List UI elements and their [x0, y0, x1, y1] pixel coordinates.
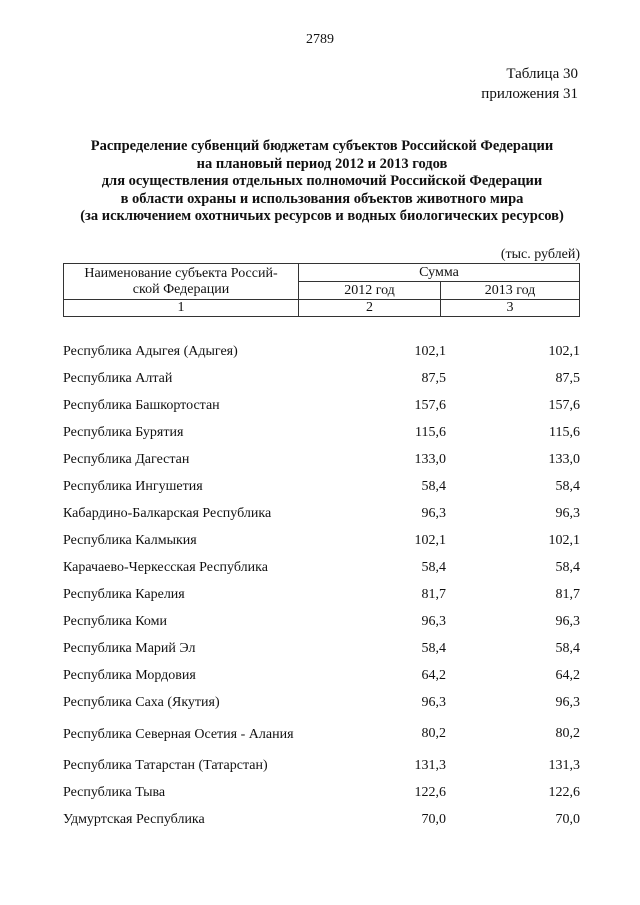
column-number-1: 1: [64, 300, 299, 317]
table-row: [63, 500, 580, 527]
title-line: для осуществления отдельных полномочий Российской Федерации: [101, 173, 543, 190]
table-header: [63, 263, 580, 317]
value-2013: 96,3: [555, 694, 580, 710]
value-2012: 122,6: [414, 784, 446, 800]
value-2013: 115,6: [549, 424, 580, 440]
table-reference: Таблица 30: [506, 66, 578, 82]
header-name-column: [64, 264, 299, 300]
title-line: Распределение субвенций бюджетам субъектов Российской Федерации: [90, 138, 554, 154]
appendix-reference: приложения 31: [481, 86, 578, 102]
table-row: [63, 806, 580, 833]
region-name: Республика Марий Эл: [63, 641, 196, 656]
table-row: [63, 635, 580, 662]
table-row: [63, 689, 580, 716]
table-body: [63, 338, 580, 833]
header-2013: 2013 год: [441, 282, 580, 300]
region-name: Республика Саха (Якутия): [63, 695, 220, 710]
table-row: [63, 365, 580, 392]
value-2012: 102,1: [414, 343, 446, 359]
value-2012: 96,3: [421, 694, 446, 710]
region-name: Республика Северная Осетия - Алания: [63, 726, 294, 742]
region-name: Республика Карелия: [63, 587, 185, 602]
value-2012: 58,4: [421, 559, 446, 575]
value-2012: 64,2: [421, 667, 446, 683]
region-name: Республика Дагестан: [63, 452, 190, 467]
value-2013: 64,2: [555, 667, 580, 683]
value-2012: 102,1: [414, 532, 446, 548]
region-name: Кабардино-Балкарская Республика: [63, 506, 272, 521]
table-row: [63, 716, 580, 752]
title-line: (за исключением охотничьих ресурсов и водных биологических ресурсов): [80, 208, 564, 225]
table-row: [63, 554, 580, 581]
table-row: [63, 392, 580, 419]
value-2012: 96,3: [421, 613, 446, 629]
header-2012: 2012 год: [299, 282, 441, 300]
value-2013: 102,1: [548, 532, 580, 548]
value-2013: 87,5: [555, 370, 580, 386]
value-2012: 96,3: [421, 505, 446, 521]
table-row: [63, 419, 580, 446]
region-name: Республика Тыва: [63, 785, 166, 800]
region-name: Республика Ингушетия: [63, 479, 203, 494]
region-name: Республика Калмыкия: [63, 533, 197, 548]
region-name: Удмуртская Республика: [63, 812, 205, 827]
column-number-2: 2: [299, 300, 441, 317]
value-2013: 58,4: [555, 559, 580, 575]
value-2012: 80,2: [421, 726, 446, 741]
region-name: Республика Татарстан (Татарстан): [63, 758, 268, 773]
title-line: в области охраны и использования объектов животного мира: [120, 190, 524, 207]
table-row: [63, 527, 580, 554]
value-2012: 70,0: [421, 811, 446, 827]
table-row: [63, 446, 580, 473]
value-2013: 102,1: [548, 343, 580, 359]
value-2012: 133,0: [414, 451, 446, 467]
region-name: Республика Бурятия: [63, 425, 184, 440]
value-2013: 58,4: [555, 640, 580, 656]
value-2012: 58,4: [421, 640, 446, 656]
region-name: Республика Мордовия: [63, 668, 196, 683]
value-2012: 81,7: [421, 586, 446, 602]
value-2012: 58,4: [421, 478, 446, 494]
value-2012: 87,5: [421, 370, 446, 386]
table-row: [63, 473, 580, 500]
region-name: Республика Башкортостан: [63, 398, 220, 413]
table-row: [63, 779, 580, 806]
value-2013: 70,0: [555, 811, 580, 827]
table-row: [63, 581, 580, 608]
document-title: [40, 138, 604, 226]
page-number: 2789: [306, 32, 334, 47]
value-2012: 131,3: [414, 757, 446, 773]
region-name: Республика Коми: [63, 614, 167, 629]
header-sum: Сумма: [299, 264, 580, 282]
value-2013: 131,3: [548, 757, 580, 773]
column-number-3: 3: [441, 300, 580, 317]
value-2012: 157,6: [414, 397, 446, 413]
value-2013: 122,6: [548, 784, 580, 800]
value-2013: 96,3: [555, 613, 580, 629]
region-name: Карачаево-Черкесская Республика: [63, 560, 268, 575]
value-2013: 80,2: [555, 726, 580, 741]
table-row: [63, 338, 580, 365]
value-2013: 157,6: [548, 397, 580, 413]
value-2013: 58,4: [555, 478, 580, 494]
title-line: на плановый период 2012 и 2013 годов: [196, 155, 448, 172]
region-name: Республика Алтай: [63, 371, 173, 386]
region-name: Республика Адыгея (Адыгея): [63, 344, 238, 359]
value-2012: 115,6: [415, 424, 446, 440]
value-2013: 96,3: [555, 505, 580, 521]
value-2013: 133,0: [548, 451, 580, 467]
table-row: [63, 752, 580, 779]
table-row: [63, 608, 580, 635]
value-2013: 81,7: [555, 586, 580, 602]
table-row: [63, 662, 580, 689]
unit-label: (тыс. рублей): [500, 247, 580, 262]
header-name-text: Наименование субъекта Россий- ской Федерации: [84, 265, 278, 297]
